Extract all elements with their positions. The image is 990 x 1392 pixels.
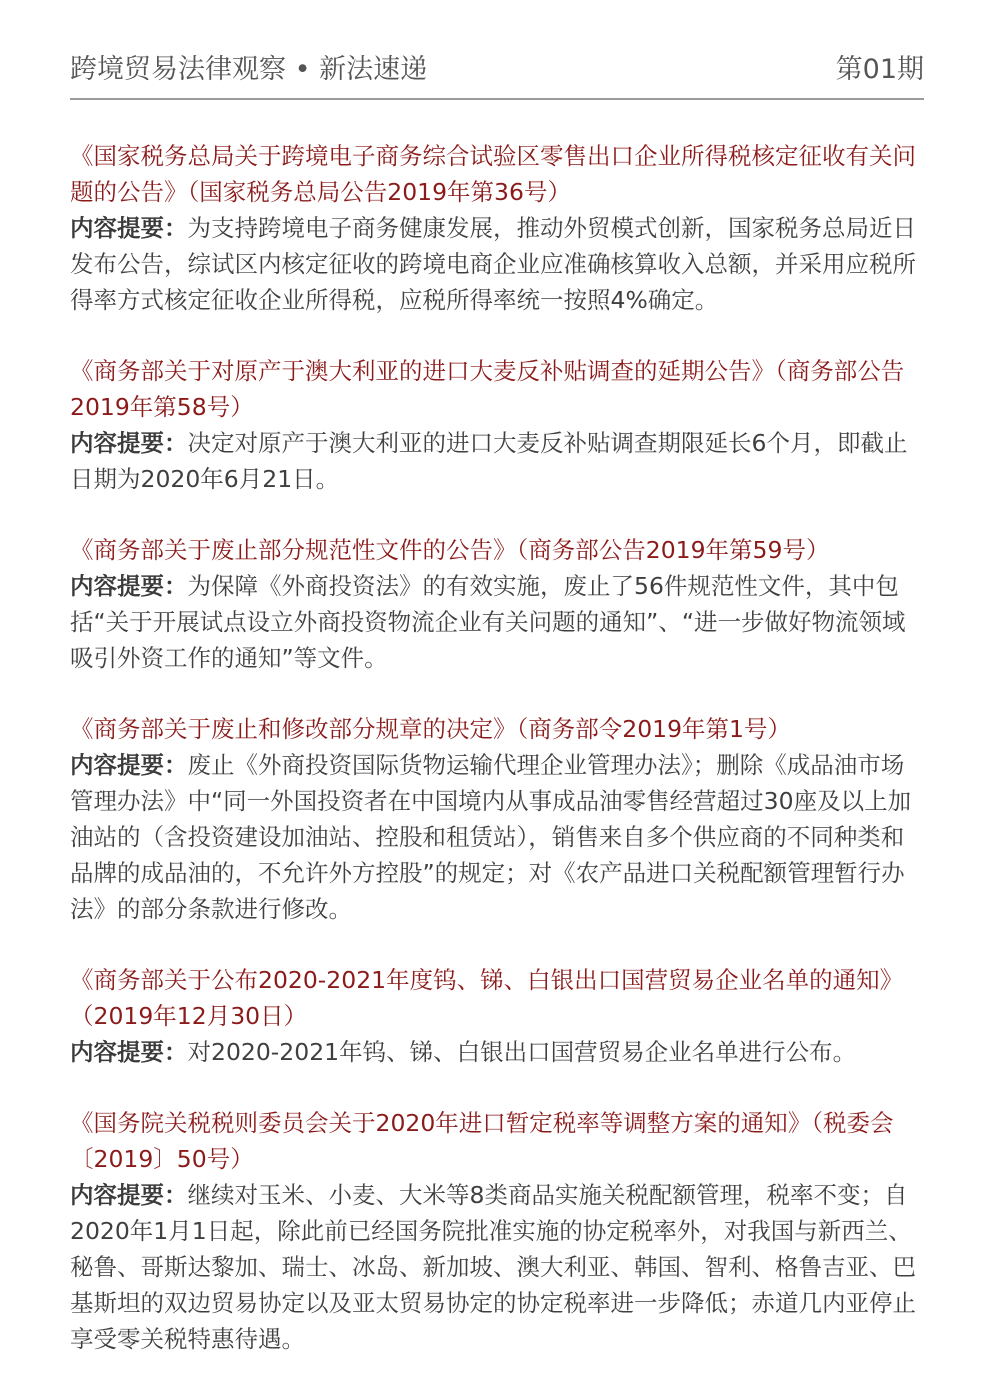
summary-text: 为支持跨境电子商务健康发展，推动外贸模式创新，国家税务总局近日发布公告，综试区内核定征收的跨境电商企业应准确核算收入总额，并采用应税所得率方式核定征收企业所得税，应税所得率统一按照4%确定。 xyxy=(70,214,916,314)
summary-text: 决定对原产于澳大利亚的进口大麦反补贴调查期限延长6个月，即截止日期为2020年6月21日。 xyxy=(70,429,908,493)
regulation-entry xyxy=(70,1105,918,1357)
regulation-title: 《国务院关税税则委员会关于2020年进口暂定税率等调整方案的通知》（税委会〔2019〕50号） xyxy=(70,1109,894,1173)
summary-text: 为保障《外商投资法》的有效实施，废止了56件规范性文件，其中包括“关于开展试点设立外商投资物流企业有关问题的通知”、“进一步做好物流领域吸引外资工作的通知”等文件。 xyxy=(70,572,906,672)
regulation-title: 《商务部关于对原产于澳大利亚的进口大麦反补贴调查的延期公告》（商务部公告2019年第58号） xyxy=(70,357,905,421)
summary-label: 内容提要： xyxy=(70,1038,188,1066)
regulation-title: 《商务部关于公布2020-2021年度钨、锑、白银出口国营贸易企业名单的通知》（2019年12月30日） xyxy=(70,966,904,1030)
issue-number: 第01期 xyxy=(835,54,924,85)
regulation-summary xyxy=(70,425,918,497)
regulation-entry xyxy=(70,711,918,927)
regulation-entry xyxy=(70,138,918,318)
regulation-entry xyxy=(70,962,918,1070)
regulation-summary xyxy=(70,568,918,676)
summary-text: 继续对玉米、小麦、大米等8类商品实施关税配额管理，税率不变；自2020年1月1日起，除此前已经国务院批准实施的协定税率外，对我国与新西兰、秘鲁、哥斯达黎加、瑞士、冰岛、新加坡、澳大利亚、韩国、智利、格鲁吉亚、巴基斯坦的双边贸易协定以及亚太贸易协定的协定税率进一步降低；赤道几内亚停止享受零关税特惠待遇。 xyxy=(70,1181,916,1353)
regulation-summary xyxy=(70,210,918,318)
regulation-summary xyxy=(70,747,918,927)
regulation-title: 《商务部关于废止和修改部分规章的决定》（商务部令2019年第1号） xyxy=(70,715,792,743)
page-header xyxy=(70,52,924,100)
summary-label: 内容提要： xyxy=(70,751,188,779)
regulation-entry xyxy=(70,353,918,497)
summary-text: 对2020-2021年钨、锑、白银出口国营贸易企业名单进行公布。 xyxy=(187,1038,857,1066)
regulation-entry xyxy=(70,532,918,676)
regulation-title: 《商务部关于废止部分规范性文件的公告》（商务部公告2019年第59号） xyxy=(70,536,830,564)
regulation-title: 《国家税务总局关于跨境电子商务综合试验区零售出口企业所得税核定征收有关问题的公告》（国家税务总局公告2019年第36号） xyxy=(70,142,916,206)
header-title: 跨境贸易法律观察 • 新法速递 xyxy=(70,54,428,85)
summary-text: 废止《外商投资国际货物运输代理企业管理办法》；删除《成品油市场管理办法》中“同一外国投资者在中国境内从事成品油零售经营超过30座及以上加油站的（含投资建设加油站、控股和租赁站），销售来自多个供应商的不同种类和品牌的成品油的，不允许外方控股”的规定；对《农产品进口关税配额管理暂行办法》的部分条款进行修改。 xyxy=(70,751,912,923)
summary-label: 内容提要： xyxy=(70,572,188,600)
summary-label: 内容提要： xyxy=(70,1181,188,1209)
summary-label: 内容提要： xyxy=(70,214,188,242)
regulation-summary xyxy=(70,1177,918,1357)
regulation-list xyxy=(70,138,918,1392)
regulation-summary xyxy=(70,1034,918,1070)
summary-label: 内容提要： xyxy=(70,429,188,457)
